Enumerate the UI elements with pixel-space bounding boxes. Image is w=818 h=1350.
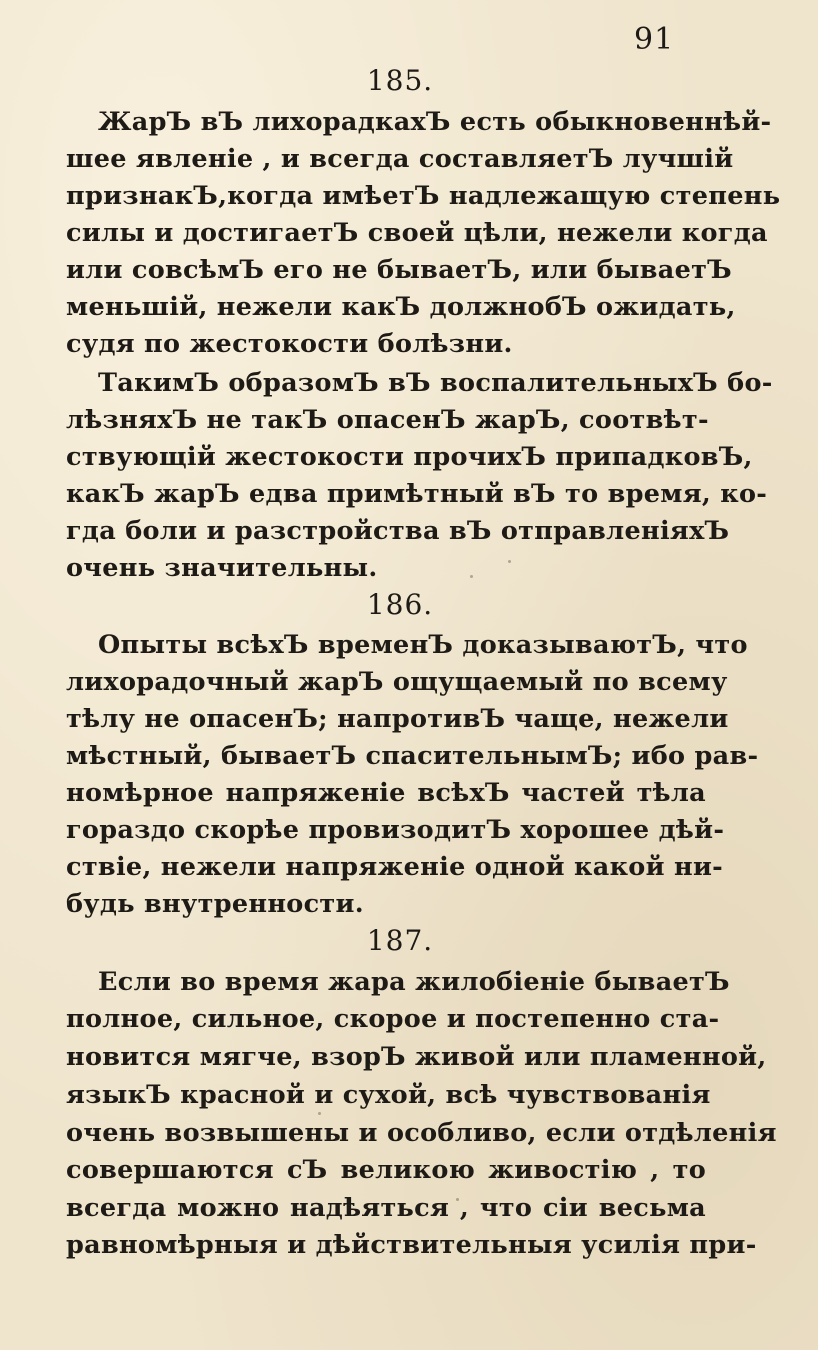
text-line: очень значительны. (66, 553, 378, 583)
text-line: какЪ жарЪ едва примѣтный вЪ то время, ко- (66, 479, 768, 509)
text-line: ЖарЪ вЪ лихорадкахЪ есть обыкновеннѣй- (98, 107, 772, 137)
text-line: совершаются сЪ великою живостію , то (66, 1155, 706, 1185)
text-line: ствіе, нежели напряженіе одной какой ни- (66, 852, 724, 882)
text-line: лѣзняхЪ не такЪ опасенЪ жарЪ, соотвѣт- (66, 405, 709, 435)
text-line: гораздо скорѣе провизодитЪ хорошее дѣй- (66, 815, 725, 845)
text-line: языкЪ красной и сухой, всѣ чувствованія (66, 1080, 711, 1110)
text-line: очень возвышены и особливо, если отдѣленія (66, 1118, 777, 1148)
paper-speck (470, 575, 473, 578)
page-number: 91 (634, 22, 675, 57)
text-line: шее явленіе , и всегда составляетЪ лучшій (66, 144, 734, 174)
text-line: лихорадочный жарЪ ощущаемый по всему (66, 667, 728, 697)
section-number-187: 187. (366, 924, 434, 957)
text-line: равномѣрныя и дѣйствительныя усилія при- (66, 1230, 757, 1260)
paper-speck (456, 1198, 459, 1201)
text-line: судя по жестокости болѣзни. (66, 329, 513, 359)
text-line: признакЪ,когда имѣетЪ надлежащую степень (66, 181, 781, 211)
text-line: Опыты всѣхЪ временЪ доказываютЪ, что (98, 630, 748, 660)
text-line: номѣрное напряженіе всѣхЪ частей тѣла (66, 778, 706, 808)
text-line: полное, сильное, скорое и постепенно ста- (66, 1004, 720, 1034)
text-line: ствующій жестокости прочихЪ припадковЪ, (66, 442, 753, 472)
text-line: будь внутренности. (66, 889, 364, 919)
section-number-185: 185. (366, 64, 434, 97)
text-line: Если во время жара жилобіеніе бываетЪ (98, 967, 730, 997)
paper-speck (508, 560, 511, 563)
text-line: силы и достигаетЪ своей цѣли, нежели когда (66, 218, 768, 248)
text-line: ТакимЪ образомЪ вЪ воспалительныхЪ бо- (98, 368, 773, 398)
text-line: всегда можно надѣяться , что сіи весьма (66, 1193, 706, 1223)
text-line: или совсѣмЪ его не бываетЪ, или бываетЪ (66, 255, 732, 285)
text-line: меньшій, нежели какЪ должнобЪ ожидать, (66, 292, 736, 322)
paper-speck (318, 1112, 321, 1115)
text-line: гда боли и разстройства вЪ отправленіяхЪ (66, 516, 730, 546)
section-number-186: 186. (366, 588, 434, 621)
text-line: тѣлу не опасенЪ; напротивЪ чаще, нежели (66, 704, 729, 734)
text-line: новится мягче, взорЪ живой или пламенной, (66, 1042, 767, 1072)
text-line: мѣстный, бываетЪ спасительнымЪ; ибо рав- (66, 741, 759, 771)
